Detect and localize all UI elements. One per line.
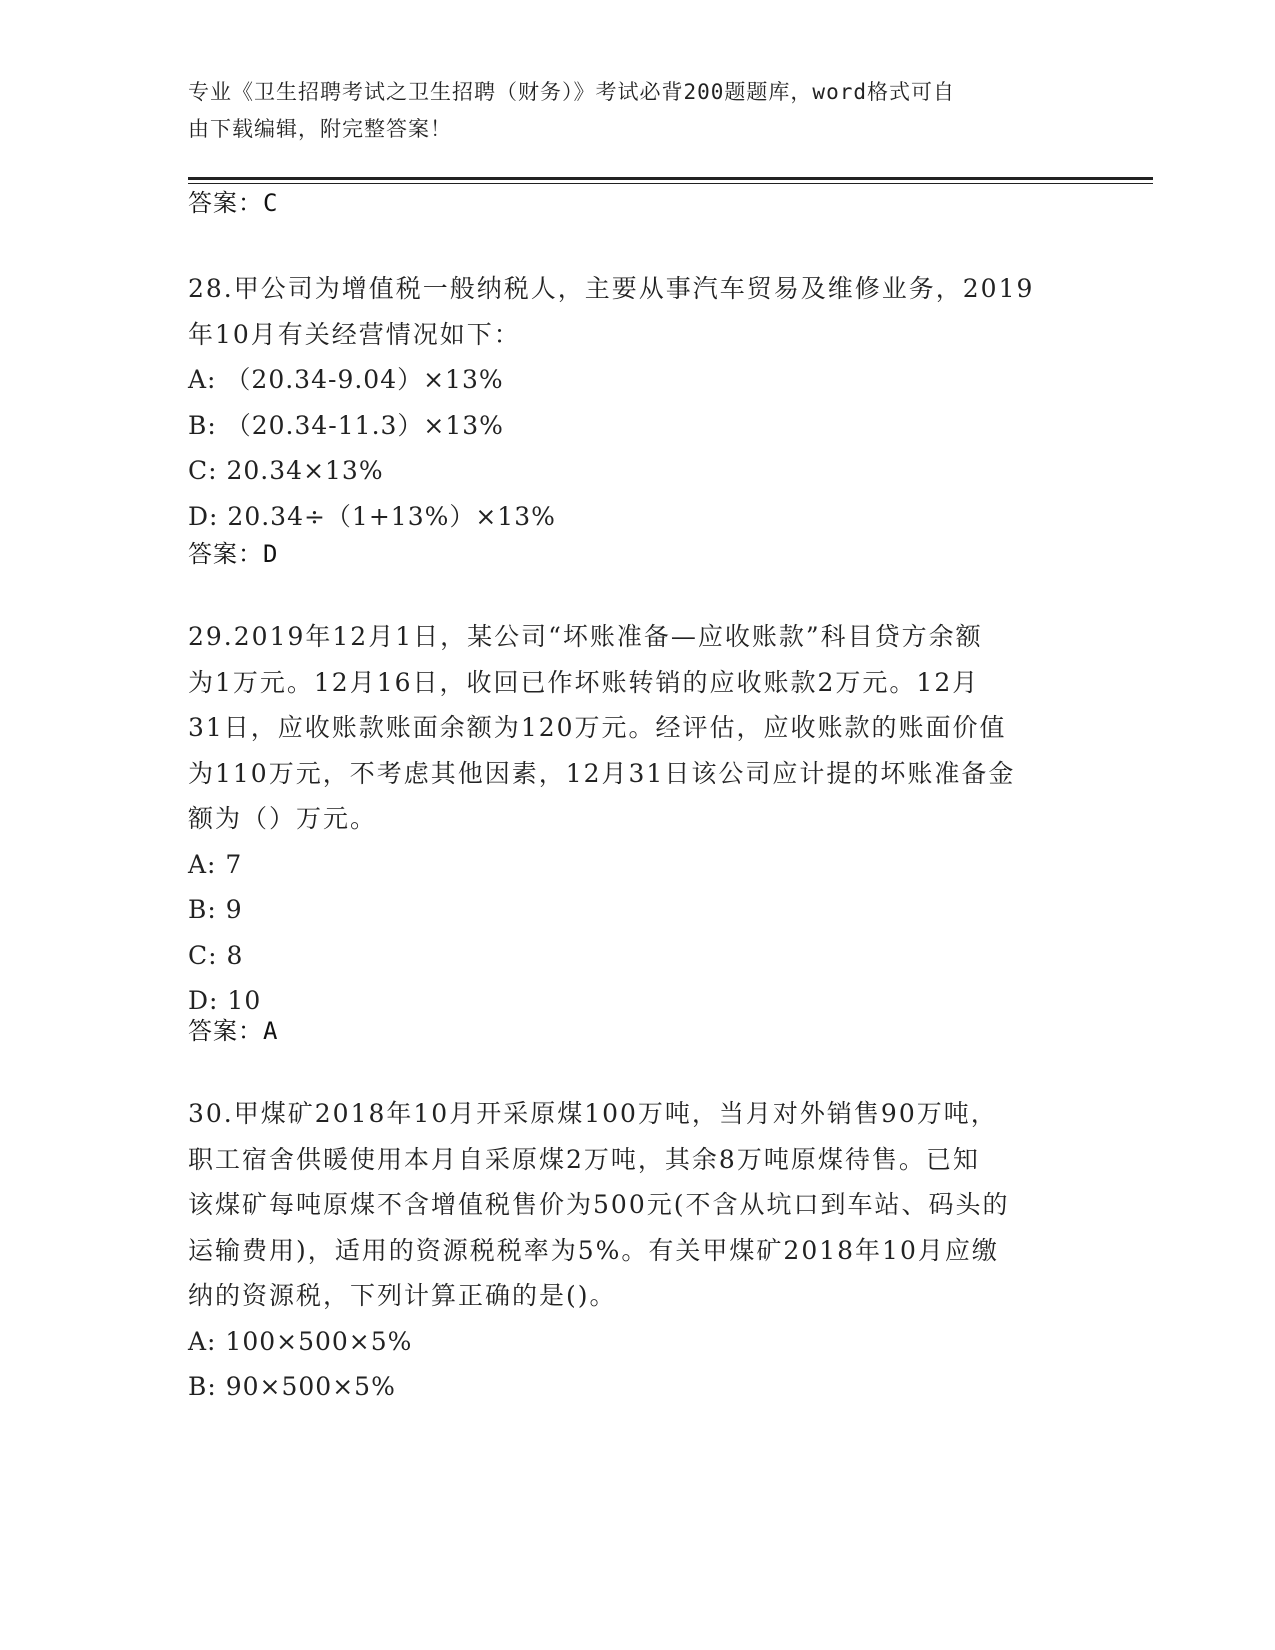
option-d: D: 20.34÷（1+13%）×13% — [188, 501, 556, 531]
question-text-line: 为1万元。12月16日，收回已作坏账转销的应收账款2万元。12月 — [188, 667, 980, 697]
question-text-line: 年10月有关经营情况如下： — [188, 319, 521, 349]
question-text-line: 30.甲煤矿2018年10月开采原煤100万吨，当月对外销售90万吨， — [188, 1099, 998, 1128]
answer-28: 答案：D — [188, 540, 279, 568]
option-d: D: 10 — [188, 986, 262, 1015]
question-text-line: 额为（）万元。 — [188, 804, 378, 833]
document-header — [188, 74, 1068, 148]
header-line-2: 由下载编辑，附完整答案！ — [188, 117, 452, 141]
answer-previous: 答案：C — [188, 189, 279, 217]
option-b: B: 90×500×5% — [188, 1372, 396, 1401]
option-c: C: 20.34×13% — [188, 456, 384, 485]
header-line-1: 专业《卫生招聘考试之卫生招聘（财务）》考试必背200题题库，word格式可自 — [188, 80, 955, 104]
question-text-line: 纳的资源税，下列计算正确的是()。 — [188, 1281, 617, 1310]
answer-29: 答案：A — [188, 1017, 279, 1045]
header-divider-thin — [188, 183, 1153, 184]
question-29 — [188, 614, 1088, 1024]
option-a: A: （20.34-9.04）×13% — [188, 365, 504, 394]
question-text-line: 28.甲公司为增值税一般纳税人，主要从事汽车贸易及维修业务，2019 — [188, 274, 1035, 303]
question-text-line: 职工宿舍供暖使用本月自采原煤2万吨，其余8万吨原煤待售。已知 — [188, 1144, 980, 1174]
question-text-line: 该煤矿每吨原煤不含增值税售价为500元(不含从坑口到车站、码头的 — [188, 1190, 1010, 1219]
option-a: A: 100×500×5% — [188, 1326, 413, 1356]
question-28 — [188, 266, 1088, 539]
question-text-line: 29.2019年12月1日，某公司“坏账准备—应收账款”科目贷方余额 — [188, 622, 983, 651]
question-30 — [188, 1091, 1088, 1410]
question-text-line: 运输费用)，适用的资源税税率为5%。有关甲煤矿2018年10月应缴 — [188, 1235, 999, 1265]
question-text-line: 31日，应收账款账面余额为120万元。经评估，应收账款的账面价值 — [188, 713, 1007, 742]
option-b: B: （20.34-11.3）×13% — [188, 410, 504, 440]
option-c: C: 8 — [188, 940, 244, 970]
option-b: B: 9 — [188, 895, 243, 924]
question-text-line: 为110万元，不考虑其他因素，12月31日该公司应计提的坏账准备金 — [188, 758, 1016, 788]
option-a: A: 7 — [188, 849, 243, 879]
header-divider-thick — [188, 177, 1153, 180]
